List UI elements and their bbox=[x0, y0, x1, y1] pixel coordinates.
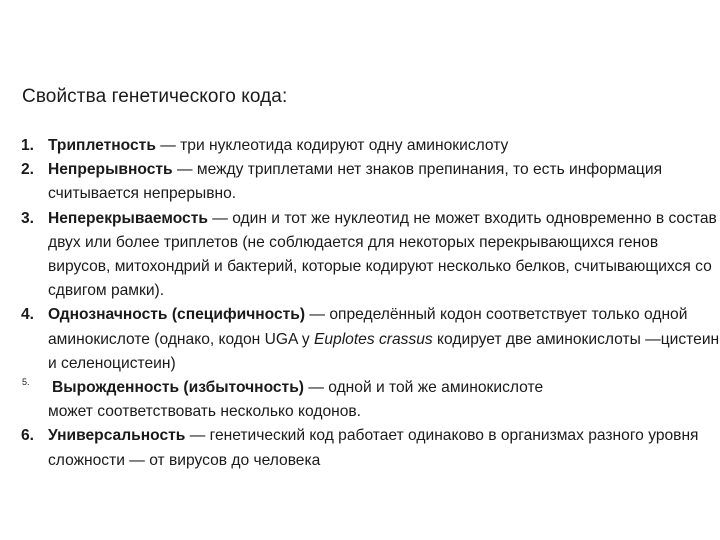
list-item bbox=[0, 303, 720, 376]
item-text: — один и тот же нуклеотид не может входить одновременно в состав двух или более триплетов (не соблюдается для некоторых перекрывающихся генов вирусов, митохондрий и бактерий, которые кодируют несколько белков, считывающихся со сдвигом рамки). bbox=[48, 209, 717, 300]
item-term: Непрерывность bbox=[48, 161, 173, 179]
item-text: — одной и той же аминокислоте bbox=[303, 379, 544, 397]
item-number: 1. bbox=[21, 137, 35, 154]
item-number: 5. bbox=[22, 377, 30, 388]
item-text: — три нуклеотида кодируют одну аминокислоту bbox=[155, 137, 509, 154]
item-text: кодирует две аминокислоты —цистеин и селеноцистеин) bbox=[48, 330, 720, 372]
item-term: Неперекрываемость bbox=[48, 209, 208, 227]
list-item bbox=[0, 207, 720, 304]
slide-title: Свойства генетического кода: bbox=[22, 86, 288, 107]
list-item bbox=[0, 158, 720, 206]
properties-list bbox=[0, 134, 720, 473]
item-number: 2. bbox=[21, 161, 35, 179]
item-text: — определённый кодон соответствует только одной аминокислоте (однако, кодон UGA у bbox=[48, 306, 688, 348]
item-number: 6. bbox=[21, 427, 35, 445]
item-text: — между триплетами нет знаков препинания, то есть информация считывается непрерывно. bbox=[48, 161, 663, 203]
list-item bbox=[0, 376, 720, 424]
item-number: 4. bbox=[21, 306, 35, 324]
list-item bbox=[0, 424, 720, 472]
item-term: Однозначность (специфичность) bbox=[48, 306, 306, 324]
item-term: Универсальность bbox=[48, 427, 186, 445]
item-text: — генетический код работает одинаково в организмах разного уровня сложности — от вирусов до человека bbox=[48, 427, 699, 469]
list-item bbox=[0, 134, 720, 158]
item-term: Триплетность bbox=[48, 137, 156, 154]
item-number: 3. bbox=[21, 209, 35, 227]
item-text: может соответствовать несколько кодонов. bbox=[48, 403, 362, 421]
item-italic-text: Euplotes crassus bbox=[313, 330, 433, 348]
item-term: Вырожденность (избыточность) bbox=[52, 379, 304, 397]
